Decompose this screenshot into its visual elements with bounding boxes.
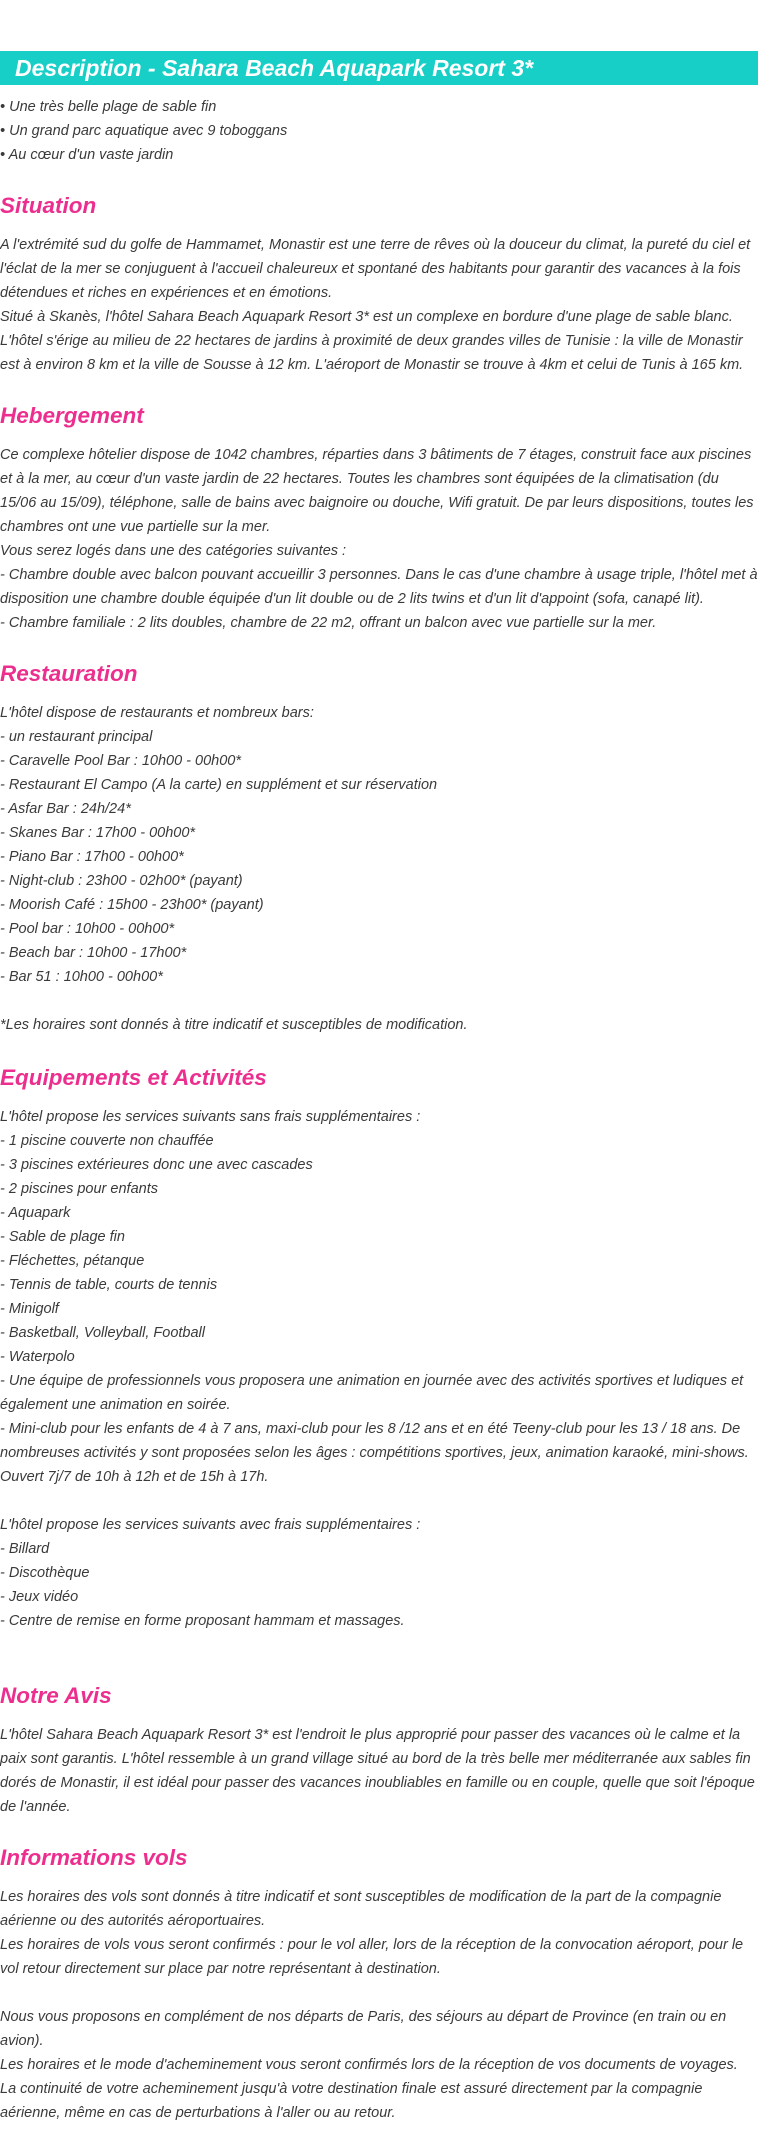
text-line: - Minigolf (0, 1301, 59, 1317)
text-line: - Chambre familiale : 2 lits doubles, chambre de 22 m2, offrant un balcon avec vue partielle sur la mer. (0, 615, 657, 631)
text-line: - Jeux vidéo (0, 1589, 79, 1605)
text-line: - un restaurant principal (0, 729, 153, 745)
text-line: - Basketball, Volleyball, Football (0, 1325, 205, 1341)
text-line: L'hôtel propose les services suivants sans frais supplémentaires : (0, 1109, 421, 1125)
section-title: Hebergement (0, 403, 144, 428)
section-body (0, 1105, 758, 1633)
section-body (0, 233, 758, 377)
highlights-list (0, 85, 758, 167)
highlight-item: • Au cœur d'un vaste jardin (0, 147, 174, 163)
section-title: Equipements et Activités (0, 1065, 267, 1090)
text-line: - Mini-club pour les enfants de 4 à 7 ans, maxi-club pour les 8 /12 ans et en été Teeny-club pour les 13 / 18 ans. De nombreuses activités y sont proposées selon les âges : compétitions sportives, jeux, animation karaoké, mini-shows. (0, 1421, 749, 1461)
text-line: Les horaires des vols sont donnés à titre indicatif et sont susceptibles de modification de la part de la compagnie aérienne ou des autorités aéroportuaires. (0, 1889, 722, 1929)
text-line: Ce complexe hôtelier dispose de 1042 chambres, réparties dans 3 bâtiments de 7 étages, construit face aux piscines et à la mer, au cœur d'un vaste jardin de 22 hectares. Toutes les chambres sont équipées de la climatisation (du 15/06 au 15/09), téléphone, salle de bains avec baignoire ou douche, Wifi gratuit. De par leurs dispositions, toutes les chambres ont une vue partielle sur la mer. (0, 447, 754, 535)
section-equipements (0, 1037, 758, 1633)
text-line: Nous vous proposons en complément de nos départs de Paris, des séjours au départ de Province (en train ou en avion). (0, 2009, 727, 2049)
text-line: - Piano Bar : 17h00 - 00h00* (0, 849, 184, 865)
text-line: - Fléchettes, pétanque (0, 1253, 145, 1269)
section-body (0, 1885, 758, 2125)
text-line: - Skanes Bar : 17h00 - 00h00* (0, 825, 196, 841)
spacer (0, 989, 758, 1013)
text-line: - Sable de plage fin (0, 1229, 125, 1245)
text-line: - Restaurant El Campo (A la carte) en supplément et sur réservation (0, 777, 438, 793)
section-title: Restauration (0, 661, 138, 686)
text-line: - Billard (0, 1541, 50, 1557)
text-line: - Discothèque (0, 1565, 90, 1581)
text-line: L'hôtel dispose de restaurants et nombreux bars: (0, 705, 314, 721)
section-body (0, 443, 758, 635)
spacer (0, 1489, 758, 1513)
text-line: - Beach bar : 10h00 - 17h00* (0, 945, 187, 961)
text-line: - Centre de remise en forme proposant hammam et massages. (0, 1613, 405, 1629)
text-line: - Tennis de table, courts de tennis (0, 1277, 218, 1293)
spacer (0, 1981, 758, 2005)
text-line: - Caravelle Pool Bar : 10h00 - 00h00* (0, 753, 242, 769)
text-line: *Les horaires sont donnés à titre indicatif et susceptibles de modification. (0, 1017, 468, 1033)
highlight-item: • Un grand parc aquatique avec 9 toboggans (0, 123, 288, 139)
section-title: Situation (0, 193, 97, 218)
highlight-item: • Une très belle plage de sable fin (0, 99, 217, 115)
text-line: Vous serez logés dans une des catégories suivantes : (0, 543, 347, 559)
text-line: - Moorish Café : 15h00 - 23h00* (payant) (0, 897, 264, 913)
section-informations-vols (0, 1819, 758, 2125)
text-line: - Waterpolo (0, 1349, 75, 1365)
description-banner: Description - Sahara Beach Aquapark Resort 3* (0, 51, 758, 85)
section-title: Informations vols (0, 1845, 188, 1870)
text-line: - Bar 51 : 10h00 - 00h00* (0, 969, 163, 985)
text-line: L'hôtel Sahara Beach Aquapark Resort 3* est l'endroit le plus approprié pour passer des vacances où le calme et la paix sont garantis. L'hôtel ressemble à un grand village situé au bord de la très belle mer méditerranée aux sables fin dorés de Monastir, il est idéal pour passer des vacances inoubliables en famille ou en couple, quelle que soit l'époque de l'année. (0, 1727, 755, 1815)
text-line: - Pool bar : 10h00 - 00h00* (0, 921, 175, 937)
text-line: Les horaires de vols vous seront confirmés : pour le vol aller, lors de la réception de la convocation aéroport, pour le vol retour directement sur place par notre représentant à destination. (0, 1937, 744, 1977)
section-hebergement (0, 377, 758, 635)
section-notre-avis (0, 1633, 758, 1819)
text-line: - Une équipe de professionnels vous proposera une animation en journée avec des activités sportives et ludiques et également une animation en soirée. (0, 1373, 744, 1413)
text-line: - 3 piscines extérieures donc une avec cascades (0, 1157, 313, 1173)
text-line: - 2 piscines pour enfants (0, 1181, 158, 1197)
text-line: Ouvert 7j/7 de 10h à 12h et de 15h à 17h. (0, 1469, 269, 1485)
section-body (0, 1723, 758, 1819)
text-line: - Aquapark (0, 1205, 71, 1221)
text-line: - Asfar Bar : 24h/24* (0, 801, 131, 817)
text-line: A l'extrémité sud du golfe de Hammamet, Monastir est une terre de rêves où la douceur du climat, la pureté du ciel et l'éclat de la mer se conjuguent à l'accueil chaleureux et spontané des habitants pour garantir des vacances à la fois détendues et riches en expériences et en émotions. (0, 237, 751, 301)
section-body (0, 701, 758, 1037)
text-line: L'hôtel propose les services suivants avec frais supplémentaires : (0, 1517, 421, 1533)
text-line: Les horaires et le mode d'acheminement vous seront confirmés lors de la réception de vos documents de voyages. (0, 2057, 738, 2073)
section-title: Notre Avis (0, 1683, 112, 1708)
text-line: - Chambre double avec balcon pouvant accueillir 3 personnes. Dans le cas d'une chambre à usage triple, l'hôtel met à disposition une chambre double équipée d'un lit double ou de 2 lits twins et d'un lit d'appoint (sofa, canapé lit). (0, 567, 758, 607)
text-line: - 1 piscine couverte non chauffée (0, 1133, 214, 1149)
section-restauration (0, 635, 758, 1037)
section-situation (0, 167, 758, 377)
text-line: Situé à Skanès, l'hôtel Sahara Beach Aquapark Resort 3* est un complexe en bordure d'une plage de sable blanc. L'hôtel s'érige au milieu de 22 hectares de jardins à proximité de deux grandes villes de Tunisie : la ville de Monastir est à environ 8 km et la ville de Sousse à 12 km. L'aéroport de Monastir se trouve à 4km et celui de Tunis à 165 km. (0, 309, 744, 373)
text-line: La continuité de votre acheminement jusqu'à votre destination finale est assuré directement par la compagnie aérienne, même en cas de perturbations à l'aller ou au retour. (0, 2081, 703, 2121)
text-line: - Night-club : 23h00 - 02h00* (payant) (0, 873, 243, 889)
